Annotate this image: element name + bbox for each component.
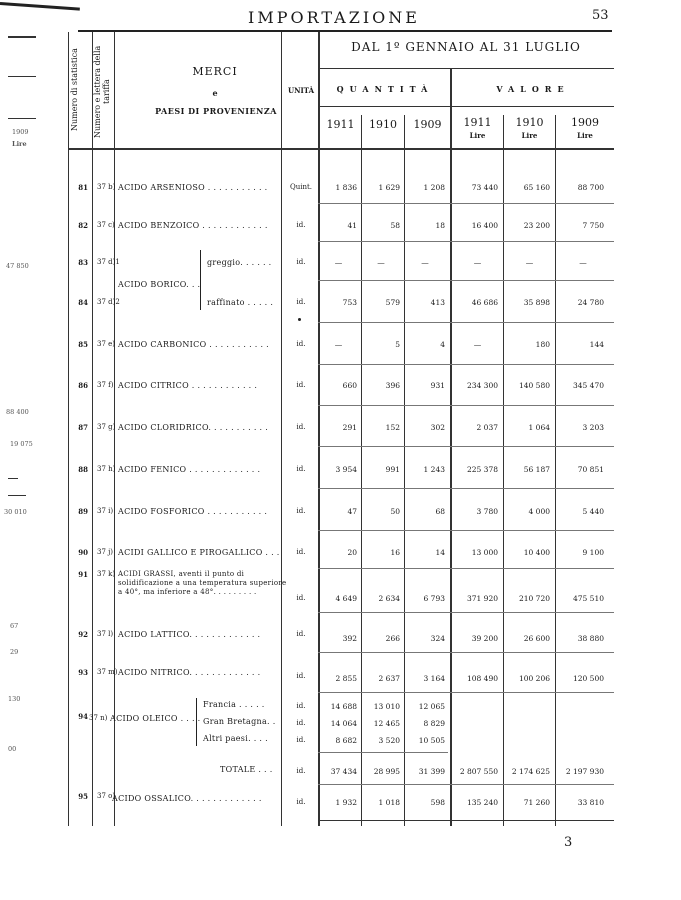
value-1909: 7 750 — [582, 221, 604, 230]
value-1910: 71 260 — [523, 798, 550, 807]
unit: id. — [296, 548, 306, 556]
unit: id. — [296, 258, 306, 266]
quantity-1910: 12 465 — [373, 719, 400, 728]
commodity-name: ACIDO FOSFORICO . . . . . . . . . . . — [118, 507, 268, 516]
commodity-name: ACIDI GRASSI, aventi il punto di solidificazione a una temperatura superiore a 40°, ma inferiore a 48°. . . . . . . . . — [118, 570, 287, 596]
quantity-1910: 1 018 — [378, 798, 400, 807]
table-rule — [318, 68, 614, 69]
unit: id. — [296, 221, 306, 229]
value-1909: 38 880 — [577, 634, 604, 643]
unit: id. — [296, 798, 306, 806]
unit: id. — [296, 298, 306, 306]
quantity-1911: 2 855 — [335, 674, 357, 683]
value-1911: 135 240 — [466, 798, 498, 807]
brace-mark — [200, 250, 205, 310]
value-1910: 56 187 — [523, 465, 550, 474]
value-1910: 180 — [535, 340, 550, 349]
row-rule — [318, 241, 614, 242]
value-1910: 100 206 — [518, 674, 550, 683]
tariff-code: 37 b) — [97, 183, 116, 191]
tariff-code: 37 j) — [97, 548, 114, 556]
tariff-code: 37 d)2 — [97, 298, 120, 306]
col-header-tariffa: Numero e lettera della tariffa — [93, 45, 111, 139]
row-number: 82 — [78, 221, 88, 230]
commodity-name: ACIDO LATTICO. . . . . . . . . . . . . — [118, 630, 261, 639]
row-number: 91 — [78, 570, 88, 579]
margin-note: 00 — [8, 745, 17, 753]
quantity-1910: 1 629 — [378, 183, 400, 192]
quantity-1909: 68 — [435, 507, 445, 516]
tariff-code: 37 c) — [97, 221, 115, 229]
unit: id. — [296, 340, 306, 348]
commodity-name: ACIDI GALLICO E PIROGALLICO . . . — [118, 548, 280, 557]
margin-note: 29 — [10, 648, 19, 656]
quantity-1911: 753 — [342, 298, 357, 307]
value-1911: 46 686 — [471, 298, 498, 307]
value-1911: 225 378 — [466, 465, 498, 474]
quantita-header: QUANTITÀ — [336, 84, 434, 94]
value-1909: 2 197 930 — [565, 767, 604, 776]
value-1911: 371 920 — [466, 594, 498, 603]
tariff-code: 37 g) — [97, 423, 116, 431]
margin-note: 88 400 — [6, 408, 29, 416]
tariff-code: 37 e) — [97, 340, 116, 348]
row-rule — [318, 530, 614, 531]
unit: id. — [296, 736, 306, 744]
header-rule — [78, 30, 612, 32]
unit: id. — [296, 630, 306, 638]
value-1911: 73 440 — [471, 183, 498, 192]
margin-rule — [8, 76, 36, 77]
quantity-1909: 8 829 — [423, 719, 445, 728]
row-number: 92 — [78, 630, 88, 639]
quantity-1911: 3 954 — [335, 465, 357, 474]
value-1909: 33 810 — [577, 798, 604, 807]
margin-rule — [8, 478, 18, 479]
quantity-1910: 2 634 — [378, 594, 400, 603]
commodity-name: ACIDO BENZOICO . . . . . . . . . . . . — [118, 221, 268, 230]
value-1909: 9 100 — [582, 548, 604, 557]
decorative-stroke — [0, 2, 80, 11]
tariff-code: 37 i) — [97, 507, 114, 515]
tariff-code: 37 f) — [97, 381, 114, 389]
row-number: 88 — [78, 465, 88, 474]
table-rule — [450, 68, 452, 826]
quantity-1909: 10 505 — [418, 736, 445, 745]
year-header: 1910 — [515, 116, 544, 129]
commodity-name: ACIDO FENICO . . . . . . . . . . . . . — [118, 465, 261, 474]
quantity-1909: 31 399 — [418, 767, 445, 776]
year-header: 1909 — [571, 116, 599, 129]
quantity-1911: 14 064 — [330, 719, 357, 728]
year-header: 1911 — [326, 118, 355, 131]
row-rule — [318, 752, 448, 753]
row-number: 87 — [78, 423, 88, 432]
row-rule — [318, 322, 614, 323]
footer-signature-mark: 3 — [564, 835, 573, 850]
value-1911: 108 490 — [466, 674, 498, 683]
margin-rule — [8, 36, 36, 38]
margin-note: 19 075 — [10, 440, 33, 448]
row-rule — [318, 612, 614, 613]
row-number: 81 — [78, 183, 88, 192]
valore-header: VALORE — [496, 84, 570, 94]
quantity-1909: 413 — [430, 298, 445, 307]
quantity-1911: 37 434 — [330, 767, 357, 776]
quantity-1909: 6 793 — [423, 594, 445, 603]
quantity-1910: 28 995 — [373, 767, 400, 776]
margin-rule — [8, 118, 36, 119]
unit: Quint. — [289, 183, 313, 191]
row-rule — [318, 820, 614, 821]
quantity-1910: 152 — [385, 423, 400, 432]
value-1910: 26 600 — [523, 634, 550, 643]
row-rule — [318, 568, 614, 569]
tariff-code: 37 m) — [97, 668, 118, 676]
margin-note: 47 850 — [6, 262, 29, 270]
row-number: 85 — [78, 340, 88, 349]
row-number: 89 — [78, 507, 88, 516]
value-1910: 4 000 — [528, 507, 550, 516]
value-1909: 5 440 — [582, 507, 604, 516]
quantity-1911: 20 — [347, 548, 357, 557]
value-1910: 35 898 — [523, 298, 550, 307]
quantity-1909: 302 — [430, 423, 445, 432]
quantity-1909: 4 — [440, 340, 445, 349]
commodity-variant: raffinato . . . . . — [207, 298, 274, 307]
commodity-name: ACIDO ARSENIOSO . . . . . . . . . . . — [118, 183, 268, 192]
col-header-e: e — [212, 88, 218, 98]
quantity-1910: 266 — [385, 634, 400, 643]
value-1910: 65 160 — [523, 183, 550, 192]
total-label: TOTALE . . . — [220, 765, 273, 774]
value-1910: 140 580 — [518, 381, 550, 390]
row-rule — [318, 405, 614, 406]
value-1909: 120 500 — [572, 674, 604, 683]
quantity-1911: 8 682 — [335, 736, 357, 745]
commodity-variant: greggio. . . . . . — [207, 258, 272, 267]
quantity-1911: 660 — [342, 381, 357, 390]
row-rule — [318, 692, 614, 693]
quantity-1910: 991 — [385, 465, 400, 474]
quantity-1910: — — [377, 258, 385, 267]
quantity-1911: — — [334, 258, 343, 267]
commodity-name: ACIDO NITRICO. . . . . . . . . . . . . — [118, 668, 261, 677]
col-header-merci: MERCI — [192, 65, 238, 78]
quantity-1910: 396 — [385, 381, 400, 390]
year-header: 1910 — [369, 118, 397, 131]
value-1911: 2 807 550 — [459, 767, 498, 776]
quantity-1911: 1 836 — [335, 183, 357, 192]
quantity-1911: 1 932 — [335, 798, 357, 807]
value-1911: 13 000 — [471, 548, 498, 557]
quantity-1909: 14 — [435, 548, 445, 557]
value-1911: — — [473, 258, 482, 267]
col-header-statistica: Numero di statistica — [70, 48, 79, 132]
value-1911: 3 780 — [476, 507, 498, 516]
unit: id. — [296, 702, 306, 710]
lire-label: Lire — [577, 131, 593, 140]
tariff-code: 37 o) — [97, 792, 116, 800]
unit: id. — [296, 767, 306, 775]
quantity-1911: 47 — [347, 507, 357, 516]
unit: id. — [296, 507, 306, 515]
quantity-1910: 13 010 — [373, 702, 400, 711]
quantity-1910: 2 637 — [378, 674, 400, 683]
value-1909: 144 — [589, 340, 604, 349]
table-rule — [68, 32, 69, 826]
unit: id. — [296, 423, 306, 431]
quantity-1911: — — [334, 340, 343, 349]
quantity-1910: 5 — [395, 340, 400, 349]
row-number: 86 — [78, 381, 88, 390]
quantity-1909: 3 164 — [423, 674, 445, 683]
brace-mark — [196, 698, 201, 746]
year-header: 1909 — [413, 118, 442, 131]
row-number: 84 — [78, 298, 88, 307]
value-1910: 210 720 — [518, 594, 550, 603]
quantity-1910: 58 — [390, 221, 400, 230]
tariff-code: 37 h) — [97, 465, 116, 473]
row-rule — [318, 652, 614, 653]
quantity-1909: 18 — [435, 221, 445, 230]
quantity-1911: 392 — [342, 634, 357, 643]
quantity-1909: 931 — [430, 381, 445, 390]
row-rule — [318, 488, 614, 489]
page-title: IMPORTAZIONE — [248, 8, 420, 27]
country-name: Gran Bretagna. . — [203, 717, 276, 726]
unit: id. — [296, 465, 306, 473]
quantity-1910: 16 — [390, 548, 400, 557]
margin-note: 67 — [10, 622, 19, 630]
value-1910: 1 064 — [528, 423, 550, 432]
lire-label: Lire — [521, 131, 538, 140]
table-rule — [318, 106, 614, 107]
unit: id. — [296, 381, 306, 389]
commodity-name: ACIDO CARBONICO . . . . . . . . . . . — [118, 340, 269, 349]
col-header-paesi: PAESI DI PROVENIENZA — [155, 106, 277, 116]
country-name: Altri paesi. . . . — [203, 734, 268, 743]
margin-rule — [8, 495, 26, 496]
lire-label: Lire — [469, 131, 486, 140]
value-1910: 2 174 625 — [511, 767, 550, 776]
quantity-1909: 12 065 — [418, 702, 445, 711]
tariff-code: 37 l) — [97, 630, 114, 638]
quantity-1911: 291 — [342, 423, 357, 432]
period-header: DAL 1º GENNAIO AL 31 LUGLIO — [351, 40, 581, 54]
margin-note: 1909 — [12, 128, 29, 136]
tariff-code: 37 d)1 — [97, 258, 120, 266]
quantity-1910: 3 520 — [378, 736, 400, 745]
page-number: 53 — [592, 8, 609, 23]
tariff-code: 37 k) — [97, 570, 116, 578]
value-1911: 16 400 — [471, 221, 498, 230]
margin-note: Lire — [12, 140, 27, 148]
quantity-1911: 4 649 — [335, 594, 357, 603]
table-rule — [281, 32, 282, 826]
value-1910: 10 400 — [523, 548, 550, 557]
value-1911: 2 037 — [476, 423, 498, 432]
margin-note: 130 — [8, 695, 21, 703]
value-1909: 88 700 — [577, 183, 604, 192]
commodity-name: ACIDO CITRICO . . . . . . . . . . . . — [118, 381, 258, 390]
unit: id. — [296, 594, 306, 602]
value-1909: — — [579, 258, 587, 267]
quantity-1909: — — [421, 258, 429, 267]
quantity-1910: 50 — [390, 507, 400, 516]
quantity-1909: 598 — [430, 798, 445, 807]
value-1909: 475 510 — [572, 594, 604, 603]
commodity-name: ACIDO CLORIDRICO. . . . . . . . . . . — [118, 423, 269, 432]
quantity-1911: 41 — [347, 221, 357, 230]
value-1910: 23 200 — [523, 221, 550, 230]
value-1911: — — [473, 340, 482, 349]
row-rule — [318, 364, 614, 365]
value-1911: 234 300 — [466, 381, 498, 390]
group-label-oleico: ACIDO OLEICO . . . . — [110, 714, 201, 723]
value-1910: — — [525, 258, 534, 267]
quantity-1909: 1 243 — [423, 465, 445, 474]
group-label-borico: ACIDO BORICO. . . — [118, 280, 201, 289]
row-rule — [318, 446, 614, 447]
quantity-1910: 579 — [385, 298, 400, 307]
row-rule — [318, 784, 614, 785]
row-number: 83 — [78, 258, 88, 267]
margin-note: 30 010 — [4, 508, 27, 516]
quantity-1911: 14 688 — [330, 702, 357, 711]
quantity-1909: 324 — [430, 634, 445, 643]
tariff-code: 37 n) — [89, 714, 108, 722]
row-rule — [318, 203, 614, 204]
row-number: 90 — [78, 548, 88, 557]
row-number: 95 — [78, 792, 88, 801]
commodity-name: ACIDO OSSALICO. . . . . . . . . . . . . — [112, 794, 262, 803]
year-header: 1911 — [463, 116, 492, 129]
value-1909: 3 203 — [582, 423, 604, 432]
value-1909: 70 851 — [577, 465, 604, 474]
value-1909: 24 780 — [577, 298, 604, 307]
quantity-1909: 1 208 — [423, 183, 445, 192]
value-1909: 345 470 — [572, 381, 604, 390]
row-number: 94 — [78, 712, 88, 721]
value-1911: 39 200 — [471, 634, 498, 643]
table-header-rule — [68, 148, 614, 150]
row-rule — [318, 280, 614, 281]
ink-dot — [298, 318, 301, 321]
col-header-unita: UNITÀ — [287, 86, 315, 95]
country-name: Francia . . . . . — [203, 700, 265, 709]
row-number: 93 — [78, 668, 88, 677]
unit: id. — [296, 719, 306, 727]
unit: id. — [296, 672, 306, 680]
table-rule — [92, 32, 93, 826]
